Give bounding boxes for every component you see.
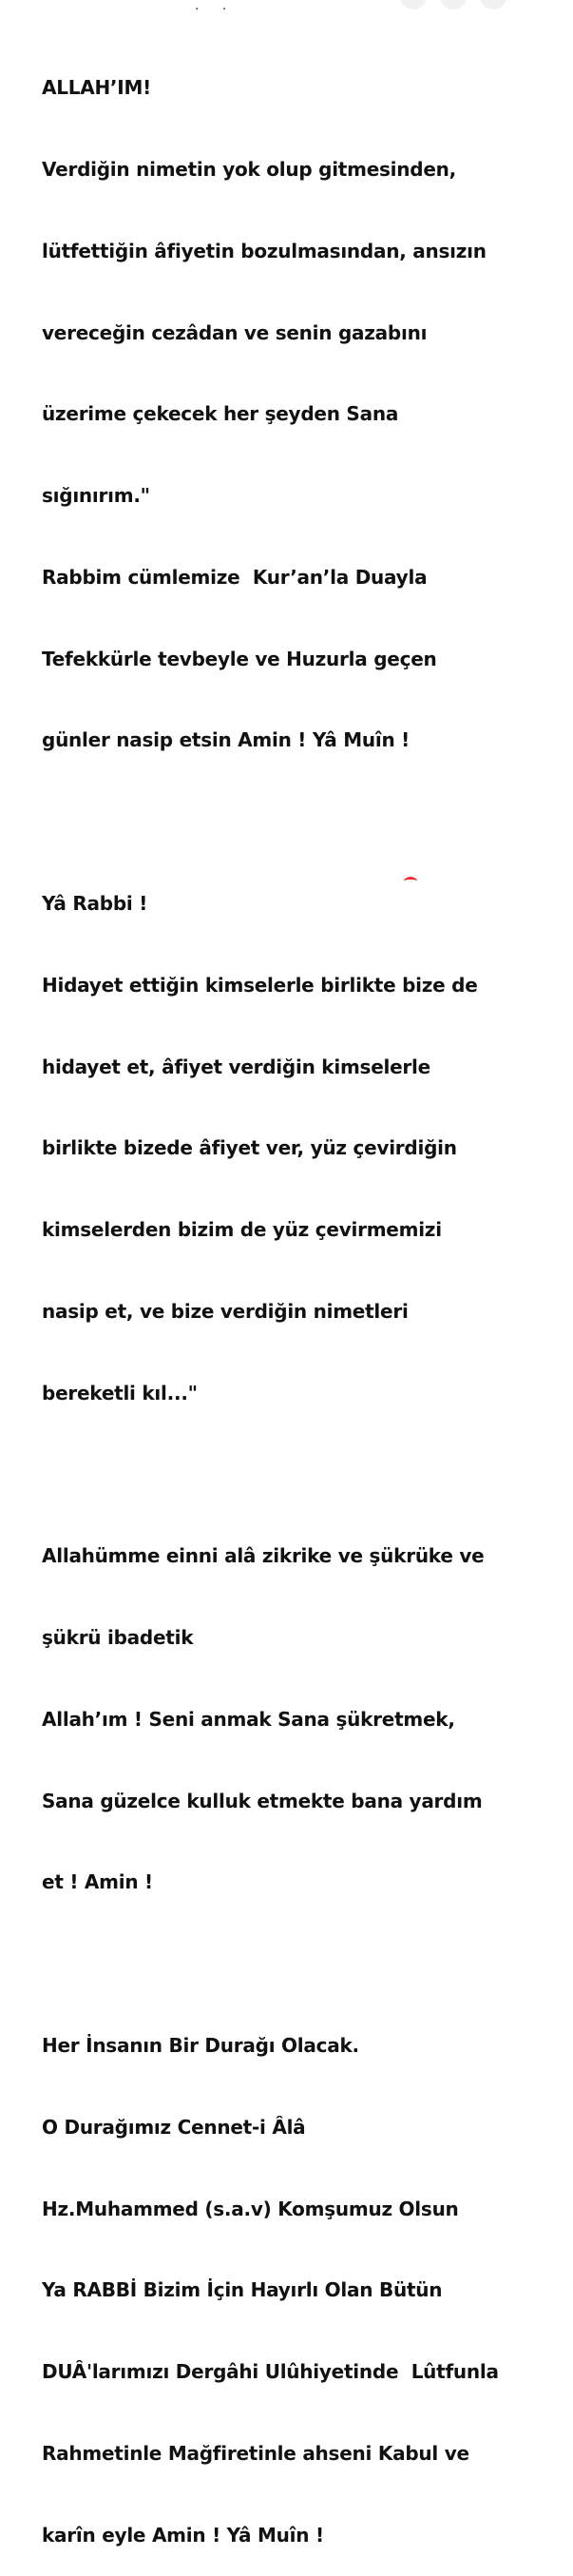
top-controls-partial	[400, 0, 506, 10]
text-line: Hz.Muhammed (s.a.v) Komşumuz Olsun	[42, 2197, 459, 2220]
control-circle[interactable]	[440, 0, 467, 10]
text-line: DUÂ'larımızı Dergâhi Ulûhiyetinde Lûtfunla	[42, 2360, 499, 2384]
text-line: nasip et, ve bize verdiğin nimetleri	[42, 1299, 409, 1323]
text-line: Rahmetinle Mağfiretinle ahseni Kabul ve	[42, 2441, 469, 2465]
text-line: lütfettiğin âfiyetin bozulmasından, ansızın	[42, 239, 487, 262]
blank-line	[42, 1950, 560, 1978]
text-line: bereketli kıl..."	[42, 1381, 198, 1404]
text-line: Tefekkürle tevbeyle ve Huzurla geçen	[42, 647, 437, 670]
text-line: Rabbim cümlemize Kur’an’la Duayla	[42, 565, 428, 589]
text-line: Allah’ım ! Seni anmak Sana şükretmek,	[42, 1707, 455, 1731]
control-circle[interactable]	[480, 0, 506, 10]
text-line: Verdiğin nimetin yok olup gitmesinden,	[42, 157, 456, 181]
text-line: vereceğin cezâdan ve senin gazabını	[42, 320, 428, 344]
text-line: kimselerden bizim de yüz çevirmemizi	[42, 1218, 442, 1242]
text-line: şükrü ibadetik	[42, 1626, 194, 1650]
text-line: günler nasip etsin Amin ! Yâ Muîn !	[42, 728, 411, 752]
text-line: hidayet et, âfiyet verdiğin kimselerle	[42, 1055, 430, 1078]
text-line: sığınırım."	[42, 484, 150, 508]
text-line: Her İnsanın Bir Durağı Olacak.	[42, 2033, 359, 2057]
blank-line	[42, 808, 560, 836]
text-line: üzerime çekecek her şeyden Sana	[42, 402, 399, 426]
text-line: Sana güzelce kulluk etmekte bana yardım	[42, 1789, 483, 1812]
blank-line	[42, 1461, 560, 1488]
control-circle[interactable]	[400, 0, 427, 10]
text-line: et ! Amin !	[42, 1870, 153, 1894]
text-line: birlikte bizede âfiyet ver, yüz çevirdiğin	[42, 1136, 457, 1160]
text-line: Yâ Rabbi !	[42, 892, 148, 915]
text-line: Ya RABBİ Bizim İçin Hayırlı Olan Bütün	[42, 2278, 443, 2302]
prayer-text	[42, 20, 560, 2576]
text-line: Hidayet ettiğin kimselerle birlikte bize de	[42, 973, 478, 997]
text-line: O Durağımız Cennet-i Âlâ	[42, 2115, 306, 2139]
text-line: ALLAH’IM!	[42, 76, 151, 100]
text-line: karîn eyle Amin ! Yâ Muîn !	[42, 2523, 324, 2547]
text-line: Allahümme einni alâ zikrike ve şükrüke ve	[42, 1544, 485, 1568]
partial-red-mark	[404, 877, 417, 885]
partial-ellipsis-mark: · ·	[195, 2, 237, 17]
